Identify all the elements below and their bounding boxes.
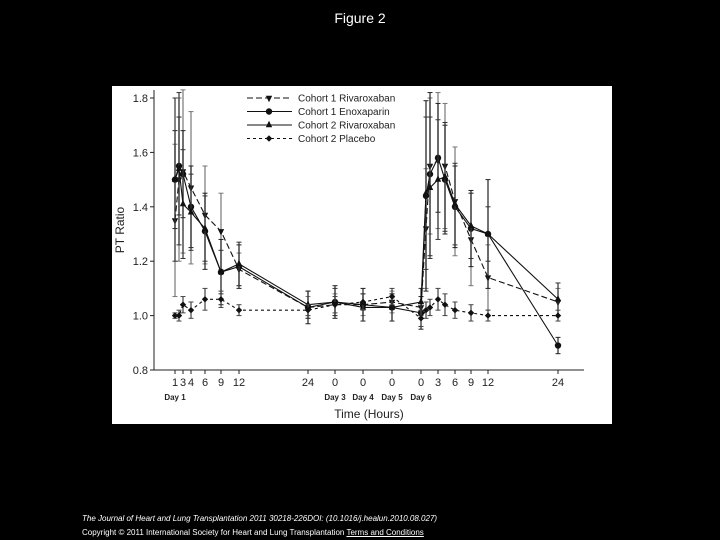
x-tick-label: 3 bbox=[434, 377, 442, 389]
x-tick-label: 24 bbox=[301, 377, 315, 389]
x-tick-label: 24 bbox=[551, 377, 565, 389]
data-point bbox=[452, 307, 458, 313]
terms-link[interactable]: Terms and Conditions bbox=[346, 528, 424, 537]
day-label: Day 5 bbox=[381, 393, 403, 402]
day-label: Day 4 bbox=[352, 393, 374, 402]
y-tick-label: 0.8 bbox=[132, 365, 148, 377]
legend-marker bbox=[266, 96, 272, 102]
citation-text: The Journal of Heart and Lung Transplantation 2011 30218-226DOI: (10.1016/j.healun.2010.08.027) bbox=[82, 514, 438, 523]
data-point bbox=[485, 312, 491, 318]
series-line bbox=[175, 161, 558, 308]
x-tick-label: 12 bbox=[481, 377, 495, 389]
legend-marker bbox=[266, 135, 272, 141]
data-point bbox=[555, 295, 561, 301]
y-tick-label: 1.8 bbox=[132, 93, 148, 105]
data-point bbox=[202, 296, 208, 302]
data-point bbox=[188, 307, 194, 313]
series-line bbox=[175, 158, 558, 346]
citation bbox=[82, 514, 437, 523]
data-point bbox=[468, 310, 474, 316]
x-tick-label: 9 bbox=[217, 377, 225, 389]
data-point bbox=[236, 260, 242, 266]
legend-entry: Cohort 1 Rivaroxaban bbox=[298, 93, 396, 105]
x-tick-label: 0 bbox=[388, 377, 396, 389]
x-tick-label: 1 bbox=[171, 377, 179, 389]
day-label: Day 1 bbox=[164, 393, 186, 402]
x-tick-label: 9 bbox=[467, 377, 475, 389]
x-tick-label: 3 bbox=[179, 377, 187, 389]
x-tick-label: 0 bbox=[359, 377, 367, 389]
data-point bbox=[418, 298, 424, 304]
data-point bbox=[555, 342, 561, 348]
x-tick-label: 6 bbox=[201, 377, 209, 389]
legend-entry: Cohort 2 Rivaroxaban bbox=[298, 120, 396, 132]
page-title: Figure 2 bbox=[334, 10, 386, 26]
x-tick-label: 6 bbox=[451, 377, 459, 389]
data-point bbox=[236, 307, 242, 313]
data-point bbox=[180, 200, 186, 206]
copyright-text: Copyright © 2011 International Society for Heart and Lung Transplantation bbox=[82, 528, 345, 537]
x-tick-label: 0 bbox=[331, 377, 339, 389]
data-point bbox=[218, 229, 224, 235]
day-label: Day 6 bbox=[410, 393, 432, 402]
x-axis-label: Time (Hours) bbox=[334, 407, 404, 421]
data-point bbox=[218, 296, 224, 302]
day-label: Day 3 bbox=[324, 393, 346, 402]
legend-entry: Cohort 2 Placebo bbox=[298, 134, 376, 145]
pt-ratio-chart bbox=[112, 86, 612, 424]
data-point bbox=[555, 312, 561, 318]
figure-panel bbox=[112, 86, 612, 424]
x-tick-label: 4 bbox=[187, 377, 195, 389]
data-point bbox=[180, 302, 186, 308]
copyright-line bbox=[82, 528, 424, 537]
series-cohort-1-enoxaparin bbox=[172, 93, 561, 354]
y-tick-label: 1.4 bbox=[132, 201, 148, 214]
series-line bbox=[175, 169, 558, 308]
x-tick-label: 0 bbox=[417, 377, 425, 389]
legend-marker bbox=[266, 121, 272, 127]
y-tick-label: 1.6 bbox=[132, 147, 148, 160]
y-axis-label: PT Ratio bbox=[113, 206, 127, 254]
y-tick-label: 1.2 bbox=[132, 256, 148, 269]
y-tick-label: 1.0 bbox=[132, 310, 148, 323]
x-tick-label: 12 bbox=[232, 377, 246, 389]
legend-entry: Cohort 1 Enoxaparin bbox=[298, 107, 390, 118]
legend-marker bbox=[266, 108, 272, 114]
data-point bbox=[435, 296, 441, 302]
